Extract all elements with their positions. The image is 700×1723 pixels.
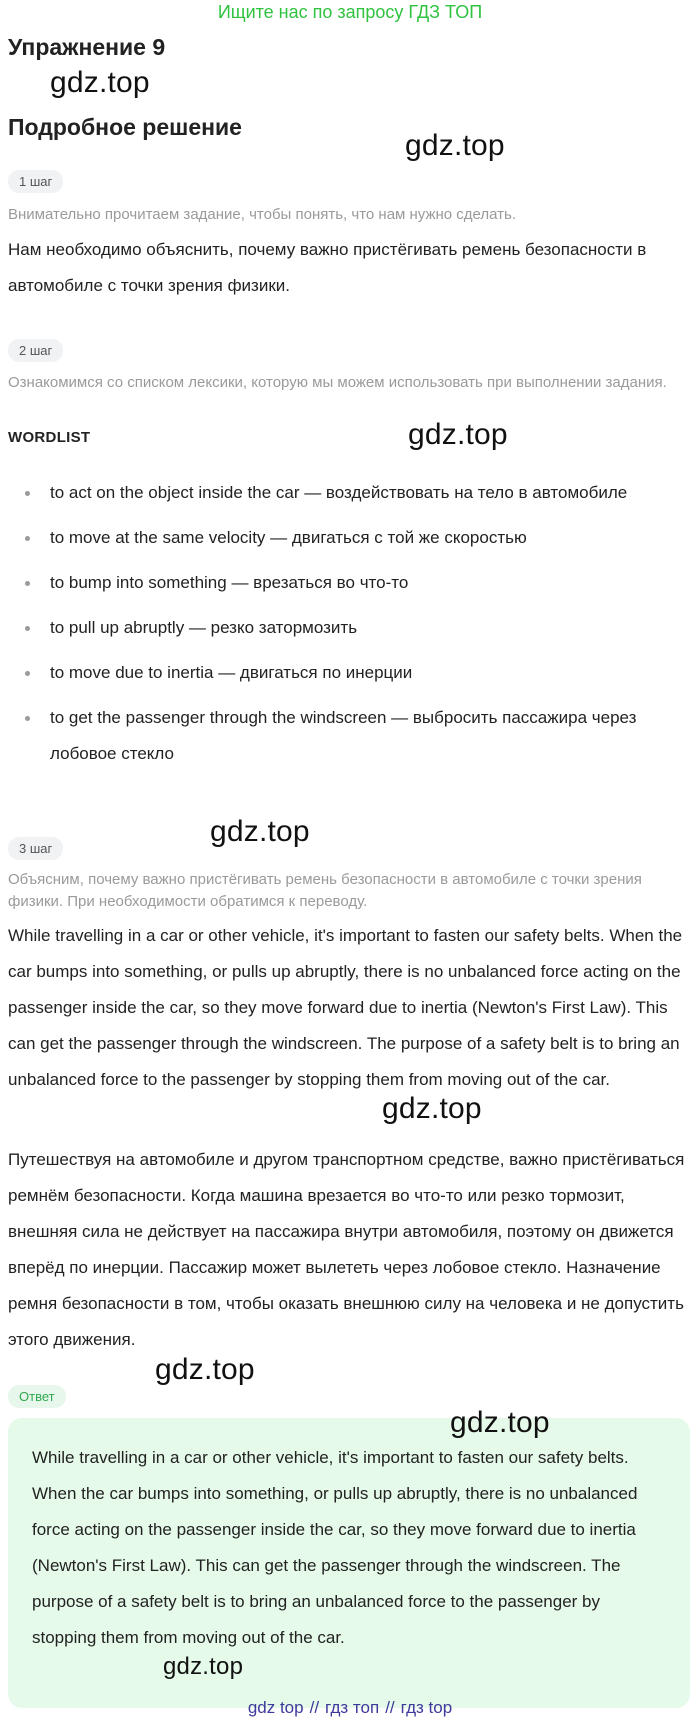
watermark: gdz.top bbox=[50, 66, 150, 99]
step-badge: 3 шаг bbox=[8, 837, 63, 860]
footer-separator: // bbox=[385, 1698, 395, 1717]
step-text: Нам необходимо объяснить, почему важно пристёгивать ремень безопасности в автомобиле с точки зрения физики. bbox=[8, 240, 647, 295]
list-item bbox=[0, 655, 700, 691]
watermark: gdz.top bbox=[155, 1353, 255, 1386]
answer-badge: Ответ bbox=[8, 1385, 66, 1408]
footer-separator: // bbox=[309, 1698, 320, 1717]
watermark: gdz.top bbox=[405, 129, 505, 162]
step-badge: 1 шаг bbox=[8, 170, 63, 193]
bullet-icon bbox=[25, 536, 30, 541]
step-badge: 2 шаг bbox=[8, 339, 63, 362]
bullet-icon bbox=[25, 626, 30, 631]
watermark: gdz.top bbox=[450, 1406, 550, 1439]
exercise-title: Упражнение 9 bbox=[8, 34, 166, 60]
list-item-text: to get the passenger through the windscreen — выбросить пассажира через лобовое стекло bbox=[50, 708, 637, 763]
list-item-text: to move at the same velocity — двигаться с той же скоростью bbox=[50, 528, 527, 547]
list-item bbox=[0, 565, 700, 601]
footer-link-gdz-top-mixed[interactable]: гдз top bbox=[400, 1698, 453, 1717]
list-item bbox=[0, 610, 700, 646]
footer-link-gdz-top-ru[interactable]: гдз топ bbox=[325, 1698, 380, 1717]
list-item bbox=[0, 700, 700, 772]
step-hint: Ознакомимся со списком лексики, которую мы можем использовать при выполнении задания. bbox=[8, 374, 667, 391]
step-hint: Объясним, почему важно пристёгивать ремень безопасности в автомобиле с точки зрения физики. При необходимости обратимся к переводу. bbox=[8, 871, 642, 910]
list-item-text: to act on the object inside the car — воздействовать на тело в автомобиле bbox=[50, 483, 628, 502]
watermark: gdz.top bbox=[408, 418, 508, 451]
top-banner[interactable]: Ищите нас по запросу ГДЗ ТОП bbox=[217, 2, 483, 22]
bullet-icon bbox=[25, 581, 30, 586]
watermark: gdz.top bbox=[382, 1092, 482, 1125]
list-item bbox=[0, 520, 700, 556]
step-hint: Внимательно прочитаем задание, чтобы понять, что нам нужно сделать. bbox=[8, 206, 517, 223]
footer-link-gdz-top[interactable]: gdz top bbox=[247, 1698, 304, 1717]
list-item-text: to move due to inertia — двигаться по инерции bbox=[50, 663, 413, 682]
answer-text: While travelling in a car or other vehicle, it's important to fasten our safety belts. When the car bumps into something, or pulls up abruptly, there is no unbalanced force acting on the passenger inside the car, so they move forward due to inertia (Newton's First Law). This can get the passenger through the windscreen. The purpose of a safety belt is to bring an unbalanced force to the passenger by stopping them from moving out of the car. bbox=[32, 1448, 638, 1647]
bullet-icon bbox=[25, 716, 30, 721]
section-title: Подробное решение bbox=[8, 114, 242, 140]
watermark: gdz.top bbox=[163, 1653, 244, 1680]
bullet-icon bbox=[25, 491, 30, 496]
step-text-english: While travelling in a car or other vehicle, it's important to fasten our safety belts. When the car bumps into something, or pulls up abruptly, there is no unbalanced force acting on the passenger inside the car, so they move forward due to inertia (Newton's First Law). This can get the passenger through the windscreen. The purpose of a safety belt is to bring an unbalanced force to the passenger by stopping them from moving out of the car. bbox=[8, 926, 683, 1089]
list-item-text: to pull up abruptly — резко затормозить bbox=[50, 618, 358, 637]
footer-links bbox=[0, 1697, 700, 1719]
wordlist-title: WORDLIST bbox=[8, 429, 91, 446]
watermark: gdz.top bbox=[210, 815, 310, 848]
bullet-icon bbox=[25, 671, 30, 676]
word-list bbox=[0, 475, 700, 781]
list-item-text: to bump into something — врезаться во что-то bbox=[50, 573, 409, 592]
step-text-russian: Путешествуя на автомобиле и другом транспортном средстве, важно пристёгиваться ремнём безопасности. Когда машина врезается во что-то или резко тормозит, внешняя сила не действует на пассажира внутри автомобиля, поэтому он движется вперёд по инерции. Пассажир может вылететь через лобовое стекло. Назначение ремня безопасности в том, чтобы оказать внешнюю силу на человека и не допустить этого движения. bbox=[8, 1150, 685, 1349]
list-item bbox=[0, 475, 700, 511]
